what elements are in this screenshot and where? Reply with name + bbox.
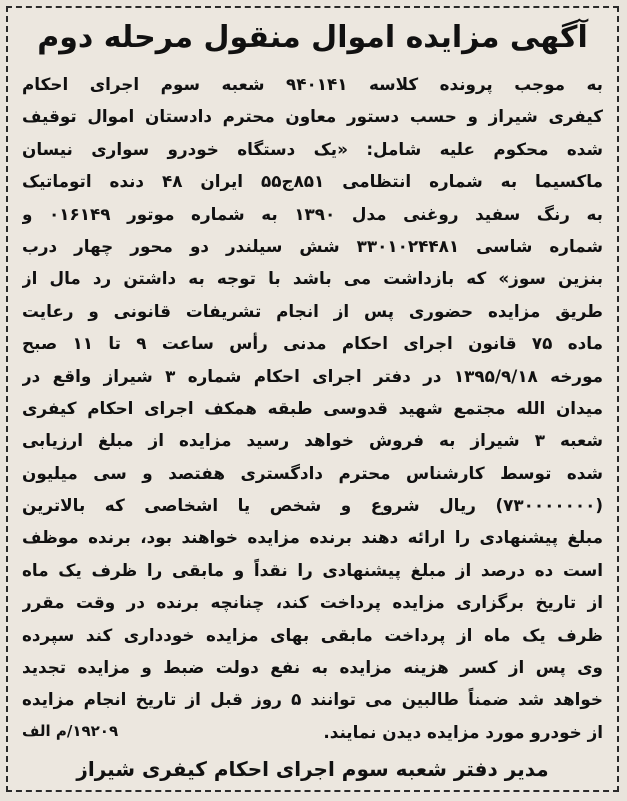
body-line: از تاریخ برگزاری مزایده پرداخت کند، چنانچه برنده در وقت مقرر	[22, 592, 603, 613]
body-line: میدان الله مجتمع شهید قدوسی طبقه همکف اجرای احکام کیفری	[22, 397, 603, 418]
body-line: شده توسط کارشناس محترم دادگستری هفتصد و سی میلیون	[22, 462, 603, 483]
body-line: شماره شاسی ۳۳۰۱۰۲۴۴۸۱ شش سیلندر دو محور چهار درب	[22, 235, 603, 256]
body-line: ماده ۷۵ قانون اجرای احکام مدنی رأس ساعت ۹ تا ۱۱ صبح	[22, 333, 603, 354]
body-line: خواهد شد ضمناً طالبین می توانند ۵ روز قبل از تاریخ انجام مزایده	[22, 689, 603, 710]
body-line: مبلغ پیشنهادی را ارائه دهند برنده مزایده خواهند بود، برنده موظف	[22, 527, 603, 548]
notice-title: آگهی مزایده اموال منقول مرحله دوم	[37, 20, 588, 55]
body-line: (۷۳۰۰۰۰۰۰۰) ریال شروع و شخص یا اشخاصی که بالاترین	[22, 495, 603, 516]
body-line: است ده درصد از مبلغ پیشنهادی را نقداً و مابقی را ظرف یک ماه	[22, 559, 603, 580]
reference-number: ۱۹۲۰۹/م الف	[22, 722, 119, 740]
body-line: وی پس از کسر هزینه مزایده به نفع دولت ضبط و مزایده تجدید	[22, 657, 603, 678]
body-line: ماکسیما به شماره انتظامی ۸۵۱ج۵۵ ایران ۴۸ دنده اتوماتیک	[22, 171, 603, 192]
body-line: به رنگ سفید روغنی مدل ۱۳۹۰ به شماره موتور ۰۱۶۱۴۹ و	[22, 203, 603, 224]
signature-line: مدیر دفتر شعبه سوم اجرای احکام کیفری شیراز	[76, 757, 549, 781]
body-line: شعبه ۳ شیراز به فروش خواهد رسید مزایده از مبلغ ارزیابی	[22, 430, 603, 451]
auction-notice	[6, 6, 619, 792]
body-line: طریق مزایده حضوری پس از انجام تشریفات قانونی و رعایت	[22, 300, 603, 321]
notice-body	[22, 68, 603, 748]
body-line: شده محکوم علیه شامل: «یک دستگاه خودرو سواری نیسان	[22, 138, 603, 159]
body-line: بنزین سوز» که بازداشت می باشد با توجه به داشتن رد مال از	[22, 268, 603, 289]
body-line: به موجب پرونده کلاسه ۹۴۰۱۴۱ شعبه سوم اجرای احکام	[22, 74, 603, 94]
body-line: ظرف یک ماه از پرداخت مابقی بهای مزایده خودداری کند سپرده	[22, 624, 603, 645]
body-line: مورخه ۱۳۹۵/۹/۱۸ در دفتر اجرای احکام شماره ۳ شیراز واقع در	[22, 365, 603, 386]
body-line: کیفری شیراز و حسب دستور معاون محترم دادستان اموال توقیف	[22, 106, 603, 127]
body-line: از خودرو مورد مزایده دیدن نمایند.	[323, 721, 603, 742]
